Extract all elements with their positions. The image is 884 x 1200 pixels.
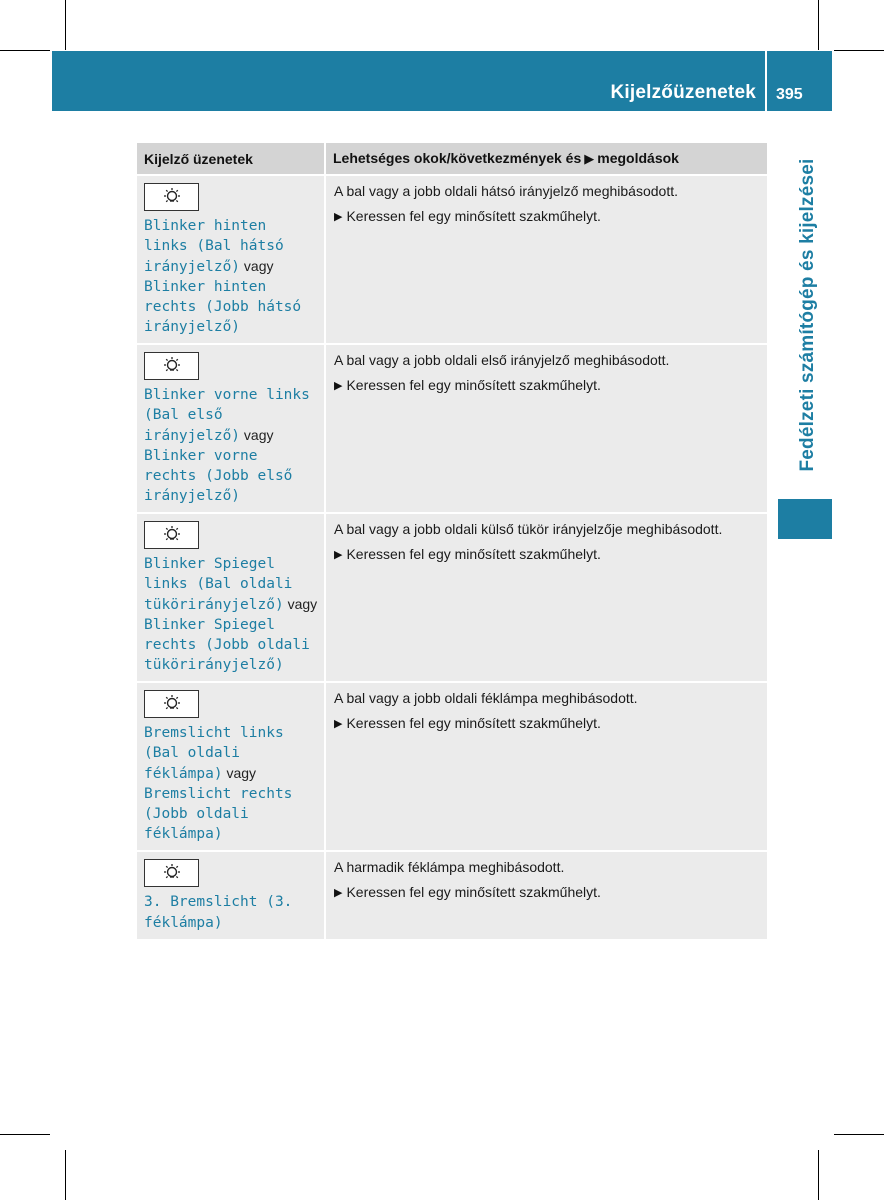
column-header-solutions-label-end: megoldások [597, 150, 679, 166]
column-header-solutions [325, 143, 767, 175]
arrow-right-icon: ▶ [584, 151, 595, 166]
message-conjunction: vagy [283, 596, 318, 612]
section-title: Kijelzőüzenetek [610, 82, 756, 103]
arrow-right-icon: ▶ [334, 380, 343, 392]
message-primary: Blinker Spiegel links (Bal oldali tükörirányjelző) [144, 556, 293, 613]
action-item [334, 711, 759, 737]
message-text [144, 554, 318, 675]
message-secondary: Bremslicht rechts (Jobb oldali féklámpa) [144, 786, 293, 842]
message-cell [137, 682, 325, 851]
lamp-icon-box [144, 690, 199, 718]
action-text: Keressen fel egy minősített szakműhelyt. [346, 715, 601, 731]
lamp-icon-box [144, 859, 199, 887]
arrow-right-icon: ▶ [334, 887, 343, 899]
crop-mark [65, 1150, 66, 1200]
message-primary: Bremslicht links (Bal oldali féklámpa) [144, 725, 284, 782]
action-item [334, 373, 759, 399]
message-cell [137, 344, 325, 513]
message-conjunction: vagy [240, 258, 274, 274]
action-item [334, 880, 759, 906]
message-cell [137, 175, 325, 344]
crop-mark [818, 1150, 819, 1200]
crop-mark [818, 0, 819, 50]
page-number: 395 [776, 86, 803, 103]
cause-text: A harmadik féklámpa meghibásodott. [334, 859, 565, 875]
table-row [137, 513, 767, 682]
chapter-tab-marker [778, 499, 832, 539]
action-item [334, 542, 759, 568]
arrow-right-icon: ▶ [334, 549, 343, 561]
crop-mark [65, 0, 66, 50]
turn-signal-lamp-icon [161, 525, 183, 545]
lamp-bulb-icon [161, 863, 183, 883]
column-header-messages: Kijelző üzenetek [137, 143, 325, 175]
message-text [144, 892, 318, 933]
cause-text: A bal vagy a jobb oldali első irányjelző meghibásodott. [334, 352, 670, 368]
column-header-solutions-label: Lehetséges okok/következmények és [333, 150, 582, 166]
arrow-right-icon: ▶ [334, 718, 343, 730]
cause-text: A bal vagy a jobb oldali hátsó irányjelző meghibásodott. [334, 183, 678, 199]
action-text: Keressen fel egy minősített szakműhelyt. [346, 546, 601, 562]
cause-text: A bal vagy a jobb oldali külső tükör irányjelzője meghibásodott. [334, 521, 723, 537]
chapter-side-tab: Fedélzeti számítógép és kijelzései [797, 158, 818, 472]
turn-signal-lamp-icon [161, 356, 183, 376]
crop-mark [0, 1134, 50, 1135]
message-primary: Blinker vorne links (Bal első irányjelző) [144, 387, 310, 444]
message-secondary: Blinker vorne rechts (Jobb első irányjelző) [144, 448, 293, 504]
display-messages-table [137, 143, 767, 939]
solution-cell [325, 851, 767, 939]
lamp-icon-box [144, 352, 199, 380]
cause-text: A bal vagy a jobb oldali féklámpa meghibásodott. [334, 690, 638, 706]
crop-mark [834, 1134, 884, 1135]
message-primary: 3. Bremslicht (3. féklámpa) [144, 894, 293, 931]
action-text: Keressen fel egy minősített szakműhelyt. [346, 884, 601, 900]
table-row [137, 682, 767, 851]
message-text [144, 216, 318, 337]
arrow-right-icon: ▶ [334, 211, 343, 223]
solution-cell [325, 175, 767, 344]
message-text [144, 723, 318, 844]
lamp-bulb-icon [161, 694, 183, 714]
solution-cell [325, 513, 767, 682]
message-conjunction: vagy [222, 765, 257, 781]
table-row [137, 175, 767, 344]
table-row [137, 344, 767, 513]
action-item [334, 204, 759, 230]
message-secondary: Blinker hinten rechts (Jobb hátsó irányjelző) [144, 279, 302, 335]
action-text: Keressen fel egy minősített szakműhelyt. [346, 208, 601, 224]
solution-cell [325, 682, 767, 851]
crop-mark [0, 50, 50, 51]
table-header-row [137, 143, 767, 175]
turn-signal-lamp-icon [161, 187, 183, 207]
message-conjunction: vagy [240, 427, 274, 443]
lamp-icon-box [144, 521, 199, 549]
message-cell [137, 513, 325, 682]
message-cell [137, 851, 325, 939]
crop-mark [834, 50, 884, 51]
solution-cell [325, 344, 767, 513]
table-row [137, 851, 767, 939]
message-primary: Blinker hinten links (Bal hátsó irányjelző) [144, 218, 284, 275]
lamp-icon-box [144, 183, 199, 211]
action-text: Keressen fel egy minősített szakműhelyt. [346, 377, 601, 393]
header-divider [765, 51, 767, 111]
message-secondary: Blinker Spiegel rechts (Jobb oldali tükörirányjelző) [144, 617, 310, 673]
message-text [144, 385, 318, 506]
